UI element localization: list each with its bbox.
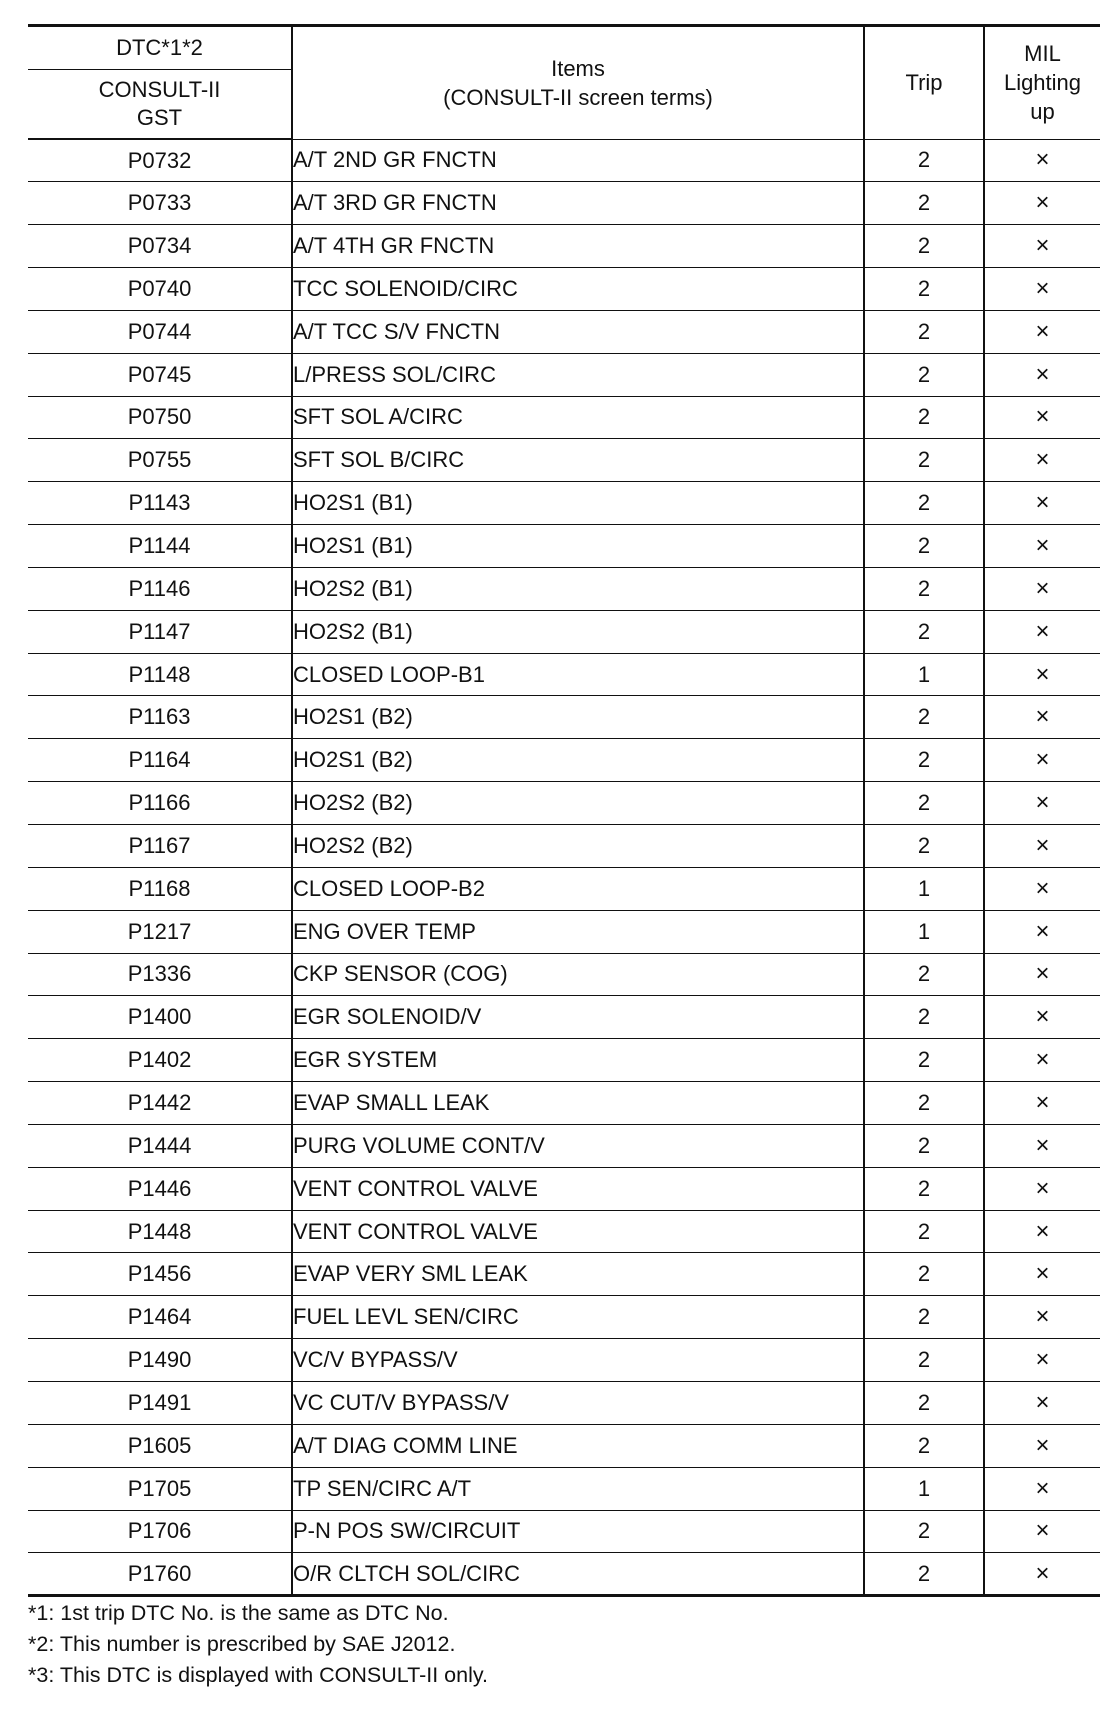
item-name-cell: TP SEN/CIRC A/T <box>292 1467 864 1510</box>
table-row <box>28 610 1100 653</box>
dtc-code-cell: P1760 <box>28 1553 292 1596</box>
dtc-code-cell: P1456 <box>28 1253 292 1296</box>
trip-cell: 2 <box>864 1296 984 1339</box>
dtc-code-cell: P1705 <box>28 1467 292 1510</box>
header-items-line2: (CONSULT-II screen terms) <box>443 84 713 110</box>
mil-cell: × <box>984 910 1100 953</box>
trip-cell: 2 <box>864 1553 984 1596</box>
table-row <box>28 396 1100 439</box>
table-row <box>28 1124 1100 1167</box>
header-consult-line2: GST <box>136 105 183 130</box>
table-row <box>28 782 1100 825</box>
trip-cell: 2 <box>864 353 984 396</box>
trip-cell: 2 <box>864 1082 984 1125</box>
mil-cell: × <box>984 825 1100 868</box>
table-row <box>28 1039 1100 1082</box>
trip-cell: 2 <box>864 1253 984 1296</box>
footnote: *2: This number is prescribed by SAE J2012. <box>28 1632 456 1656</box>
mil-cell: × <box>984 996 1100 1039</box>
table-header <box>28 26 1100 140</box>
mil-cell: × <box>984 1082 1100 1125</box>
item-name-cell: CKP SENSOR (COG) <box>292 953 864 996</box>
dtc-code-cell: P0744 <box>28 310 292 353</box>
mil-cell: × <box>984 396 1100 439</box>
table-row <box>28 1167 1100 1210</box>
table-row <box>28 268 1100 311</box>
dtc-code-cell: P0734 <box>28 225 292 268</box>
item-name-cell: VC/V BYPASS/V <box>292 1339 864 1382</box>
mil-cell: × <box>984 1339 1100 1382</box>
item-name-cell: HO2S2 (B2) <box>292 782 864 825</box>
mil-cell: × <box>984 1424 1100 1467</box>
dtc-code-cell: P1444 <box>28 1124 292 1167</box>
table-row <box>28 1381 1100 1424</box>
footnote: *3: This DTC is displayed with CONSULT-II only. <box>28 1663 489 1687</box>
table-row <box>28 525 1100 568</box>
mil-cell: × <box>984 268 1100 311</box>
table-row <box>28 225 1100 268</box>
dtc-code-cell: P1163 <box>28 696 292 739</box>
dtc-code-cell: P1168 <box>28 867 292 910</box>
dtc-code-cell: P1446 <box>28 1167 292 1210</box>
item-name-cell: A/T 4TH GR FNCTN <box>292 225 864 268</box>
dtc-code-cell: P1143 <box>28 482 292 525</box>
mil-cell: × <box>984 1124 1100 1167</box>
trip-cell: 2 <box>864 310 984 353</box>
table-row <box>28 1082 1100 1125</box>
table-row <box>28 953 1100 996</box>
item-name-cell: SFT SOL B/CIRC <box>292 439 864 482</box>
trip-cell: 2 <box>864 996 984 1039</box>
trip-cell: 2 <box>864 567 984 610</box>
table-row <box>28 482 1100 525</box>
item-name-cell: PURG VOLUME CONT/V <box>292 1124 864 1167</box>
mil-cell: × <box>984 1510 1100 1553</box>
item-name-cell: HO2S1 (B1) <box>292 525 864 568</box>
item-name-cell: A/T 2ND GR FNCTN <box>292 139 864 182</box>
trip-cell: 2 <box>864 696 984 739</box>
table-row <box>28 1467 1100 1510</box>
dtc-code-cell: P1148 <box>28 653 292 696</box>
table-row <box>28 310 1100 353</box>
table-row <box>28 739 1100 782</box>
mil-cell: × <box>984 1210 1100 1253</box>
dtc-code-cell: P1336 <box>28 953 292 996</box>
trip-cell: 2 <box>864 825 984 868</box>
trip-cell: 2 <box>864 396 984 439</box>
table-row <box>28 1296 1100 1339</box>
trip-cell: 2 <box>864 610 984 653</box>
mil-cell: × <box>984 782 1100 825</box>
dtc-code-cell: P0745 <box>28 353 292 396</box>
table-row <box>28 182 1100 225</box>
dtc-code-cell: P1464 <box>28 1296 292 1339</box>
dtc-code-cell: P1144 <box>28 525 292 568</box>
mil-cell: × <box>984 696 1100 739</box>
trip-cell: 2 <box>864 139 984 182</box>
dtc-code-cell: P1146 <box>28 567 292 610</box>
table-row <box>28 1424 1100 1467</box>
header-mil-line2: Lighting <box>1003 70 1082 96</box>
mil-cell: × <box>984 1253 1100 1296</box>
dtc-code-cell: P0732 <box>28 139 292 182</box>
item-name-cell: HO2S1 (B2) <box>292 696 864 739</box>
table-row <box>28 1339 1100 1382</box>
trip-cell: 2 <box>864 1124 984 1167</box>
mil-cell: × <box>984 353 1100 396</box>
trip-cell: 1 <box>864 867 984 910</box>
trip-cell: 2 <box>864 953 984 996</box>
mil-cell: × <box>984 610 1100 653</box>
dtc-code-cell: P0755 <box>28 439 292 482</box>
mil-cell: × <box>984 1553 1100 1596</box>
dtc-code-cell: P1448 <box>28 1210 292 1253</box>
trip-cell: 2 <box>864 525 984 568</box>
mil-cell: × <box>984 482 1100 525</box>
trip-cell: 2 <box>864 1424 984 1467</box>
table-row <box>28 910 1100 953</box>
mil-cell: × <box>984 739 1100 782</box>
mil-cell: × <box>984 525 1100 568</box>
header-trip: Trip <box>864 26 984 140</box>
trip-cell: 2 <box>864 782 984 825</box>
header-mil <box>984 26 1100 140</box>
trip-cell: 2 <box>864 1167 984 1210</box>
item-name-cell: EGR SYSTEM <box>292 1039 864 1082</box>
item-name-cell: SFT SOL A/CIRC <box>292 396 864 439</box>
footnotes <box>28 1598 488 1691</box>
dtc-code-cell: P1147 <box>28 610 292 653</box>
trip-cell: 1 <box>864 653 984 696</box>
dtc-code-cell: P1167 <box>28 825 292 868</box>
item-name-cell: EVAP SMALL LEAK <box>292 1082 864 1125</box>
table-row <box>28 825 1100 868</box>
item-name-cell: TCC SOLENOID/CIRC <box>292 268 864 311</box>
trip-cell: 2 <box>864 482 984 525</box>
trip-cell: 2 <box>864 1510 984 1553</box>
dtc-table <box>28 24 1100 1597</box>
item-name-cell: CLOSED LOOP-B2 <box>292 867 864 910</box>
table-row <box>28 867 1100 910</box>
mil-cell: × <box>984 310 1100 353</box>
header-items <box>292 26 864 140</box>
item-name-cell: VENT CONTROL VALVE <box>292 1210 864 1253</box>
mil-cell: × <box>984 653 1100 696</box>
trip-cell: 2 <box>864 1381 984 1424</box>
mil-cell: × <box>984 182 1100 225</box>
dtc-code-cell: P0740 <box>28 268 292 311</box>
item-name-cell: ENG OVER TEMP <box>292 910 864 953</box>
dtc-code-cell: P1402 <box>28 1039 292 1082</box>
dtc-code-cell: P1605 <box>28 1424 292 1467</box>
item-name-cell: A/T TCC S/V FNCTN <box>292 310 864 353</box>
trip-cell: 2 <box>864 225 984 268</box>
item-name-cell: VENT CONTROL VALVE <box>292 1167 864 1210</box>
header-mil-line1: MIL <box>1024 41 1061 67</box>
item-name-cell: HO2S1 (B2) <box>292 739 864 782</box>
table-row <box>28 567 1100 610</box>
dtc-code-cell: P0733 <box>28 182 292 225</box>
table-row <box>28 653 1100 696</box>
trip-cell: 2 <box>864 268 984 311</box>
dtc-code-cell: P1490 <box>28 1339 292 1382</box>
mil-cell: × <box>984 567 1100 610</box>
mil-cell: × <box>984 953 1100 996</box>
item-name-cell: P-N POS SW/CIRCUIT <box>292 1510 864 1553</box>
item-name-cell: HO2S2 (B2) <box>292 825 864 868</box>
footnote: *1: 1st trip DTC No. is the same as DTC No. <box>28 1601 449 1625</box>
mil-cell: × <box>984 439 1100 482</box>
trip-cell: 2 <box>864 439 984 482</box>
header-mil-line3: up <box>1030 99 1055 125</box>
dtc-code-cell: P1400 <box>28 996 292 1039</box>
header-consult-gst <box>28 70 292 140</box>
trip-cell: 2 <box>864 1039 984 1082</box>
item-name-cell: L/PRESS SOL/CIRC <box>292 353 864 396</box>
item-name-cell: A/T 3RD GR FNCTN <box>292 182 864 225</box>
dtc-code-cell: P1217 <box>28 910 292 953</box>
item-name-cell: HO2S2 (B1) <box>292 610 864 653</box>
table-row <box>28 1253 1100 1296</box>
table-body <box>28 139 1100 1596</box>
item-name-cell: VC CUT/V BYPASS/V <box>292 1381 864 1424</box>
mil-cell: × <box>984 1381 1100 1424</box>
header-dtc: DTC*1*2 <box>28 26 292 70</box>
item-name-cell: A/T DIAG COMM LINE <box>292 1424 864 1467</box>
item-name-cell: EGR SOLENOID/V <box>292 996 864 1039</box>
item-name-cell: EVAP VERY SML LEAK <box>292 1253 864 1296</box>
mil-cell: × <box>984 1467 1100 1510</box>
table-row <box>28 996 1100 1039</box>
table-row <box>28 1210 1100 1253</box>
item-name-cell: CLOSED LOOP-B1 <box>292 653 864 696</box>
mil-cell: × <box>984 1167 1100 1210</box>
table-row <box>28 1553 1100 1596</box>
table-row <box>28 696 1100 739</box>
item-name-cell: O/R CLTCH SOL/CIRC <box>292 1553 864 1596</box>
table-row <box>28 139 1100 182</box>
dtc-code-cell: P1166 <box>28 782 292 825</box>
trip-cell: 1 <box>864 1467 984 1510</box>
dtc-code-cell: P1164 <box>28 739 292 782</box>
dtc-code-cell: P0750 <box>28 396 292 439</box>
header-items-line1: Items <box>551 55 605 81</box>
trip-cell: 1 <box>864 910 984 953</box>
dtc-code-cell: P1491 <box>28 1381 292 1424</box>
table-row <box>28 353 1100 396</box>
item-name-cell: FUEL LEVL SEN/CIRC <box>292 1296 864 1339</box>
mil-cell: × <box>984 1039 1100 1082</box>
trip-cell: 2 <box>864 1210 984 1253</box>
table-row <box>28 439 1100 482</box>
mil-cell: × <box>984 867 1100 910</box>
mil-cell: × <box>984 139 1100 182</box>
header-consult-line1: CONSULT-II <box>98 77 221 102</box>
table-row <box>28 1510 1100 1553</box>
mil-cell: × <box>984 1296 1100 1339</box>
item-name-cell: HO2S1 (B1) <box>292 482 864 525</box>
item-name-cell: HO2S2 (B1) <box>292 567 864 610</box>
trip-cell: 2 <box>864 739 984 782</box>
mil-cell: × <box>984 225 1100 268</box>
trip-cell: 2 <box>864 1339 984 1382</box>
dtc-code-cell: P1442 <box>28 1082 292 1125</box>
trip-cell: 2 <box>864 182 984 225</box>
dtc-code-cell: P1706 <box>28 1510 292 1553</box>
